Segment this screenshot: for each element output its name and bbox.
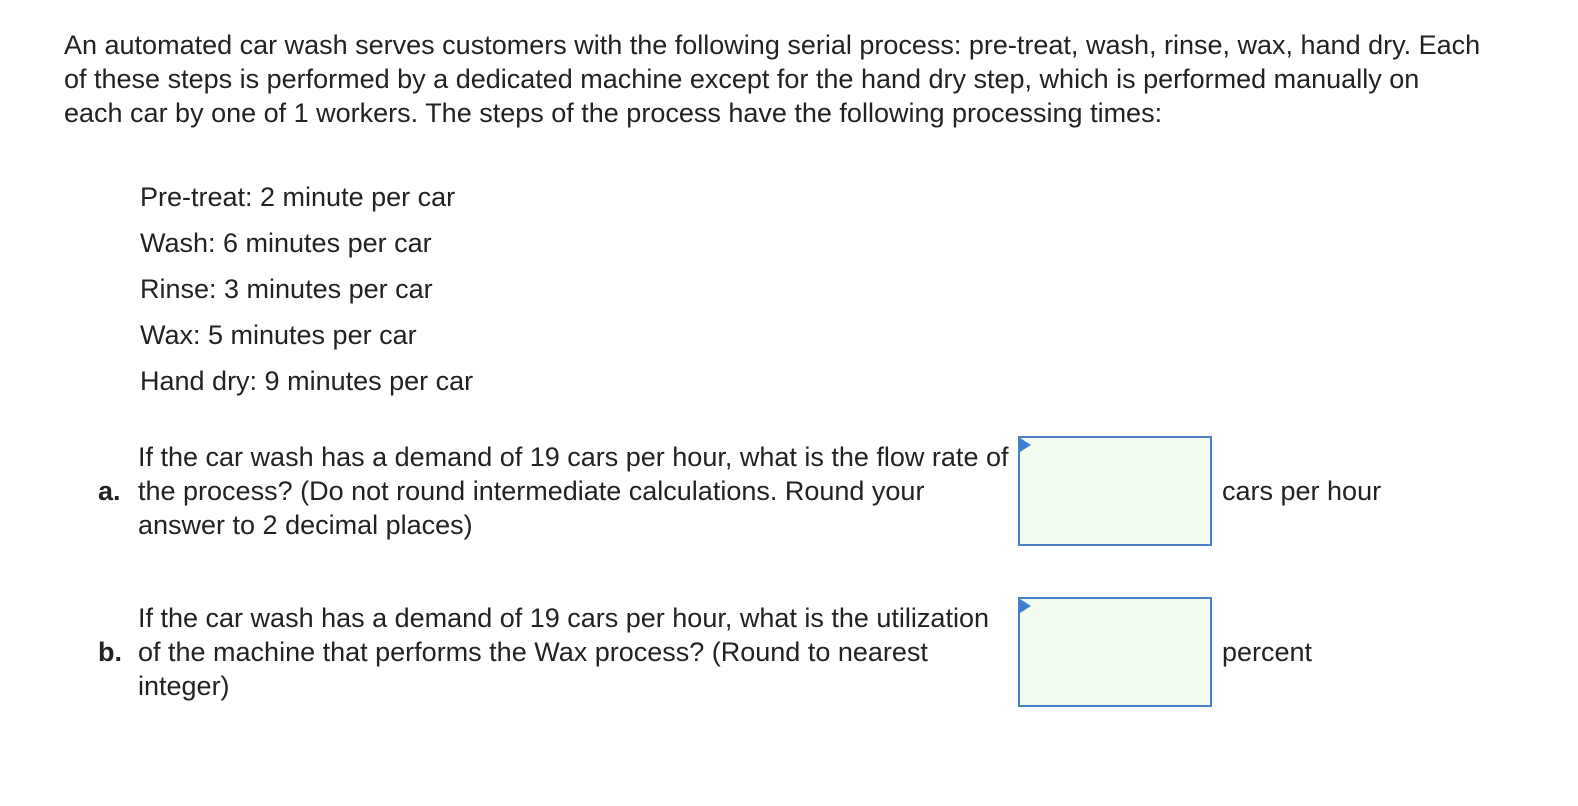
- question-a-text: If the car wash has a demand of 19 cars per hour, what is the flow rate of the process? (Do not round intermediate calculations. Round your answer to 2 decimal places): [138, 442, 1009, 540]
- question-b-text: If the car wash has a demand of 19 cars per hour, what is the utilization of the machine that performs the Wax process? (Round to nearest integer): [138, 603, 989, 701]
- answer-b-unit: percent: [1222, 637, 1313, 667]
- answer-b-input[interactable]: [1020, 599, 1210, 705]
- question-b: [98, 597, 1312, 707]
- step-wax: Wax: 5 minutes per car: [140, 320, 417, 350]
- problem-intro: An automated car wash serves customers with the following serial process: pre-treat, wash, rinse, wax, hand dry. Each of these steps is performed by a dedicated machine except for the hand dry step, which is performed manually on each car by one of 1 workers. The steps of the process have the following processing times:: [64, 30, 1481, 128]
- step-rinse: Rinse: 3 minutes per car: [140, 274, 433, 304]
- answer-b-box: [1018, 597, 1212, 707]
- answer-a-unit: cars per hour: [1222, 476, 1382, 506]
- step-hand-dry: Hand dry: 9 minutes per car: [140, 366, 474, 396]
- question-a: [98, 436, 1381, 546]
- answer-a-input[interactable]: [1020, 438, 1210, 544]
- step-wash: Wash: 6 minutes per car: [140, 228, 432, 258]
- step-pre-treat: Pre-treat: 2 minute per car: [140, 182, 456, 212]
- question-b-letter: b.: [98, 637, 122, 667]
- processing-times-list: [140, 180, 473, 410]
- answer-a-box: [1018, 436, 1212, 546]
- question-a-letter: a.: [98, 476, 121, 506]
